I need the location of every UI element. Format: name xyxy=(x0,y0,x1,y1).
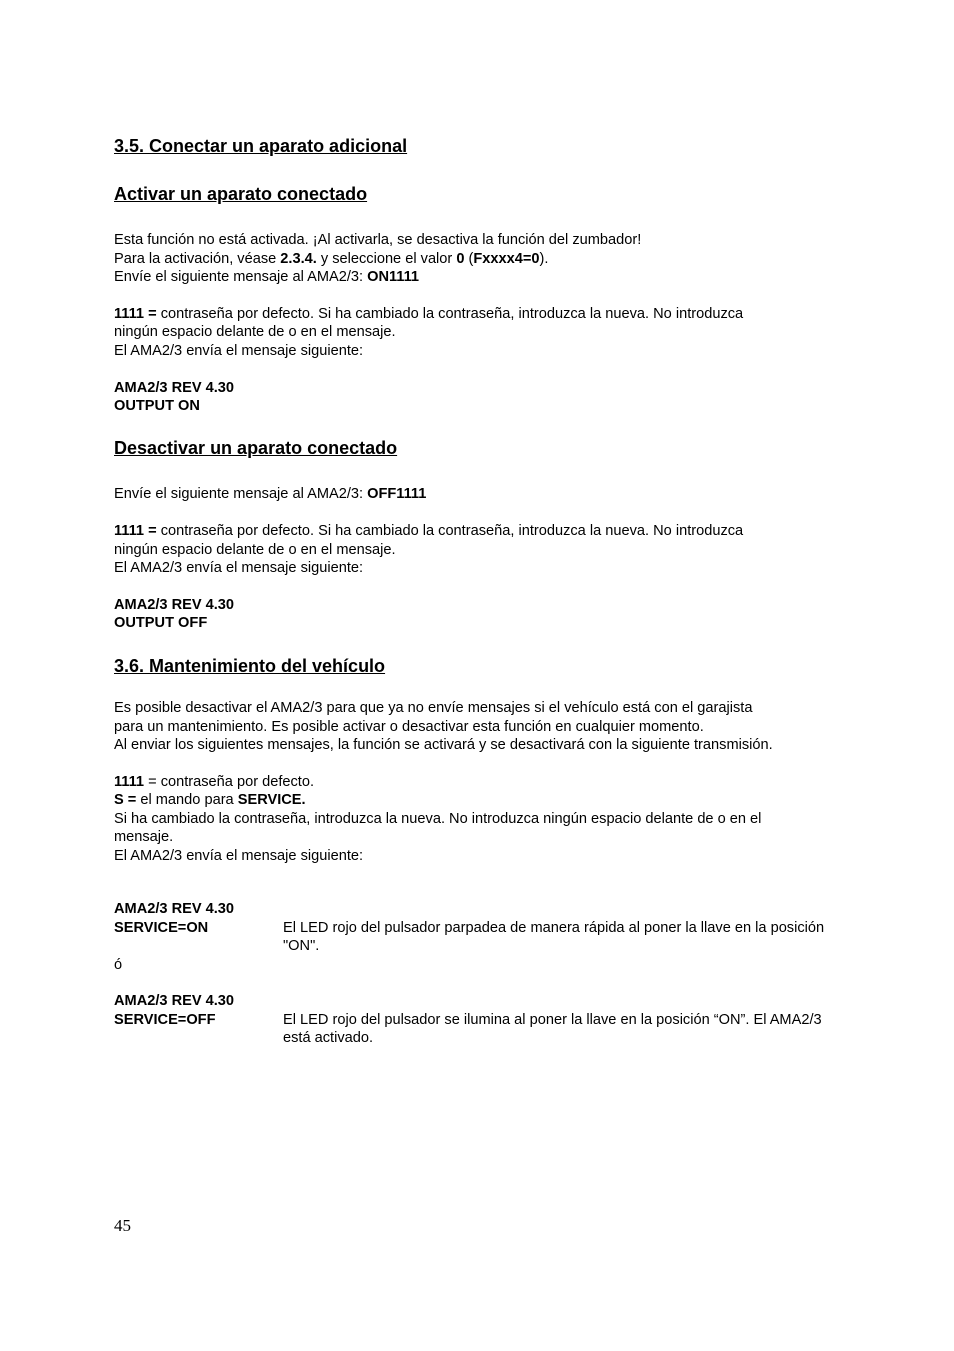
desactivar-response-1: AMA2/3 REV 4.30 xyxy=(114,597,235,613)
service-off-response-1: AMA2/3 REV 4.30 xyxy=(114,993,235,1009)
mantenimiento-sends-line: El AMA2/3 envía el mensaje siguiente: xyxy=(114,848,364,864)
or-separator: ó xyxy=(114,957,123,973)
activar-sends-line: El AMA2/3 envía el mensaje siguiente: xyxy=(114,343,364,359)
service-on-response-2: SERVICE=ON xyxy=(114,920,209,936)
service-off-response-2: SERVICE=OFF xyxy=(114,1012,216,1028)
activar-line-1: Esta función no está activada. ¡Al activarla, se desactiva la función del zumbador! xyxy=(114,232,642,248)
desactivar-response-2: OUTPUT OFF xyxy=(114,615,208,631)
desactivar-password-line: 1111 = contraseña por defecto. Si ha cambiado la contraseña, introduzca la nueva. No introduzca xyxy=(114,523,744,539)
mantenimiento-line-2: para un mantenimiento. Es posible activar o desactivar esta función en cualquier momento. xyxy=(114,719,704,735)
mantenimiento-command-line: S = el mando para SERVICE. xyxy=(114,792,306,808)
section-heading-3-6: 3.6. Mantenimiento del vehículo xyxy=(114,656,386,676)
desactivar-password-line-2: ningún espacio delante de o en el mensaje. xyxy=(114,542,396,558)
activar-password-line: 1111 = contraseña por defecto. Si ha cambiado la contraseña, introduzca la nueva. No introduzca xyxy=(114,306,744,322)
mantenimiento-line-1: Es posible desactivar el AMA2/3 para que ya no envíe mensajes si el vehículo está con el garajista xyxy=(114,700,753,716)
activar-line-3: Envíe el siguiente mensaje al AMA2/3: ON1111 xyxy=(114,269,420,285)
subheading-activar: Activar un aparato conectado xyxy=(114,184,368,204)
page-number: 45 xyxy=(114,1216,131,1235)
service-off-description: El LED rojo del pulsador se ilumina al poner la llave en la posición “ON”. El AMA2/3 está activado. xyxy=(283,1012,822,1047)
mantenimiento-password-line: 1111 = contraseña por defecto. xyxy=(114,774,315,790)
activar-response-1: AMA2/3 REV 4.30 xyxy=(114,380,235,396)
mantenimiento-line-3: Al enviar los siguientes mensajes, la función se activará y se desactivará con la siguiente transmisión. xyxy=(114,737,773,753)
mantenimiento-change-line-2: mensaje. xyxy=(114,829,174,845)
mantenimiento-change-line-1: Si ha cambiado la contraseña, introduzca la nueva. No introduzca ningún espacio delante de o en el xyxy=(114,811,762,827)
section-heading-3-5: 3.5. Conectar un aparato adicional xyxy=(114,136,408,156)
activar-response-2: OUTPUT ON xyxy=(114,398,200,414)
service-on-response-1: AMA2/3 REV 4.30 xyxy=(114,901,235,917)
activar-line-2: Para la activación, véase 2.3.4. y seleccione el valor 0 (Fxxxx4=0). xyxy=(114,251,549,267)
desactivar-sends-line: El AMA2/3 envía el mensaje siguiente: xyxy=(114,560,364,576)
subheading-desactivar: Desactivar un aparato conectado xyxy=(114,438,398,458)
service-on-description: El LED rojo del pulsador parpadea de manera rápida al poner la llave en la posición "ON". xyxy=(283,920,825,955)
desactivar-line-1: Envíe el siguiente mensaje al AMA2/3: OFF1111 xyxy=(114,486,427,502)
activar-password-line-2: ningún espacio delante de o en el mensaje. xyxy=(114,324,396,340)
